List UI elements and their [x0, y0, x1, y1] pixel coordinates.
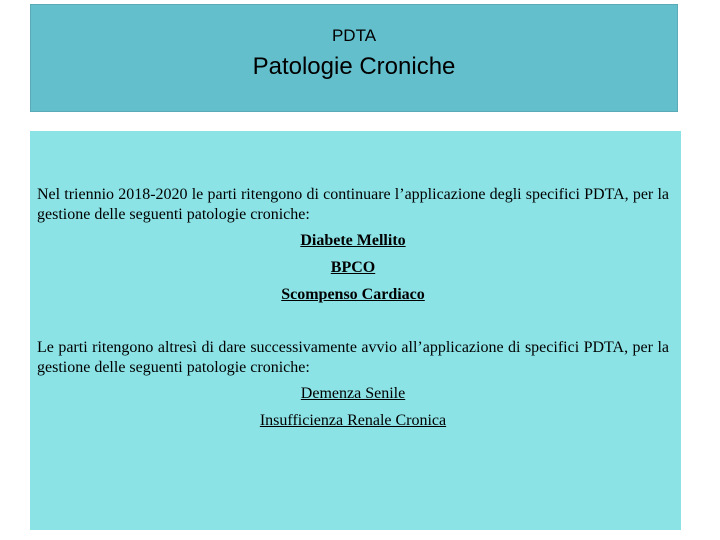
list-item: [37, 231, 669, 258]
list-item-label: BPCO: [330, 259, 376, 276]
list-item-label: Scompenso Cardiaco: [281, 286, 425, 303]
section-2-list: [37, 384, 669, 438]
list-item-label: Insufficienza Renale Cronica: [259, 412, 447, 429]
header-panel: [30, 4, 678, 112]
section-current-pdta: [37, 185, 669, 312]
header-subtitle: PDTA: [331, 26, 377, 45]
section-1-list: [37, 231, 669, 312]
content-panel: [30, 131, 681, 530]
list-item-label: Diabete Mellito: [300, 232, 406, 249]
page-title: Patologie Croniche: [252, 53, 456, 80]
list-item: [37, 258, 669, 285]
section-1-paragraph: Nel triennio 2018-2020 le parti ritengono di continuare l’applicazione degli specifici PDTA, per la gestione delle seguenti patologie croniche:: [37, 186, 669, 223]
section-future-pdta: [37, 338, 669, 438]
list-item: [37, 411, 669, 438]
list-item-label: Demenza Senile: [300, 385, 406, 402]
list-item: [37, 384, 669, 411]
list-item: [37, 285, 669, 312]
section-2-paragraph: Le parti ritengono altresì di dare successivamente avvio all’applicazione di specifici PDTA, per la gestione delle seguenti patologie croniche:: [37, 339, 669, 376]
